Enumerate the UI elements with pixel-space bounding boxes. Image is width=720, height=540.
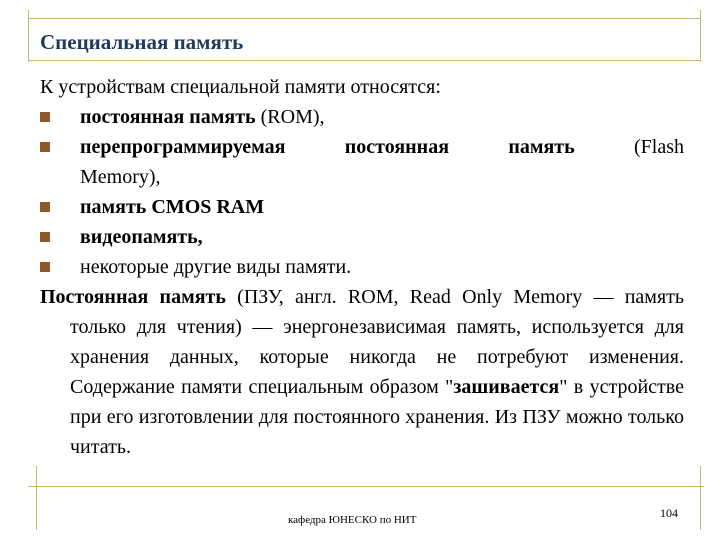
bullet-item (40, 132, 684, 192)
bullet-item (40, 222, 684, 252)
bullet-bold-word: память (508, 136, 575, 158)
bullet-bold-word: постоянная (344, 136, 450, 158)
bullet-item (40, 102, 684, 132)
title-underline (28, 60, 700, 61)
bullet-bold: видеопамять, (80, 226, 203, 248)
page-number: 104 (660, 506, 678, 520)
paragraph-text: (ПЗУ, англ. ROM, Read Only Memory — память только для чтения) — энергонезависимая память, используется для хранения данных, которые никогда не потребуют изменения. Содержание памяти специальным образом " (70, 286, 684, 398)
bullet-text: (Flash (634, 136, 684, 158)
square-bullet-icon (40, 262, 50, 272)
bullet-bold: постоянная память (80, 106, 256, 128)
bullet-justified-row (80, 132, 684, 162)
bullet-continuation: Memory), (80, 166, 161, 188)
bullet-text: (ROM), (255, 106, 325, 128)
bullet-item (40, 252, 684, 282)
paragraph-text: " в устройстве при его изготовлении для постоянного хранения. Из ПЗУ можно только читать. (70, 376, 684, 458)
square-bullet-icon (40, 232, 50, 242)
footer-text: кафедра ЮНЕСКО по НИТ (288, 514, 417, 526)
intro-text: К устройствам специальной памяти относятся: (40, 76, 441, 98)
bullet-item (40, 192, 684, 222)
paragraph-bold-start: Постоянная память (40, 286, 226, 308)
slide-title: Специальная память (40, 30, 244, 54)
square-bullet-icon (40, 202, 50, 212)
rom-paragraph (40, 282, 684, 462)
frame-line-top (28, 18, 700, 19)
bullet-bold-word: перепрограммируемая (80, 136, 286, 158)
frame-line-right (700, 10, 701, 62)
footer-line-right (700, 466, 701, 530)
footer-line-left (36, 466, 37, 530)
footer-rule (28, 486, 704, 487)
paragraph-bold-word: зашивается (453, 376, 560, 398)
square-bullet-icon (40, 142, 50, 152)
slide-content (40, 72, 684, 462)
bullet-text: некоторые другие виды памяти. (80, 256, 352, 278)
square-bullet-icon (40, 112, 50, 122)
bullet-bold: память CMOS RAM (80, 196, 265, 218)
